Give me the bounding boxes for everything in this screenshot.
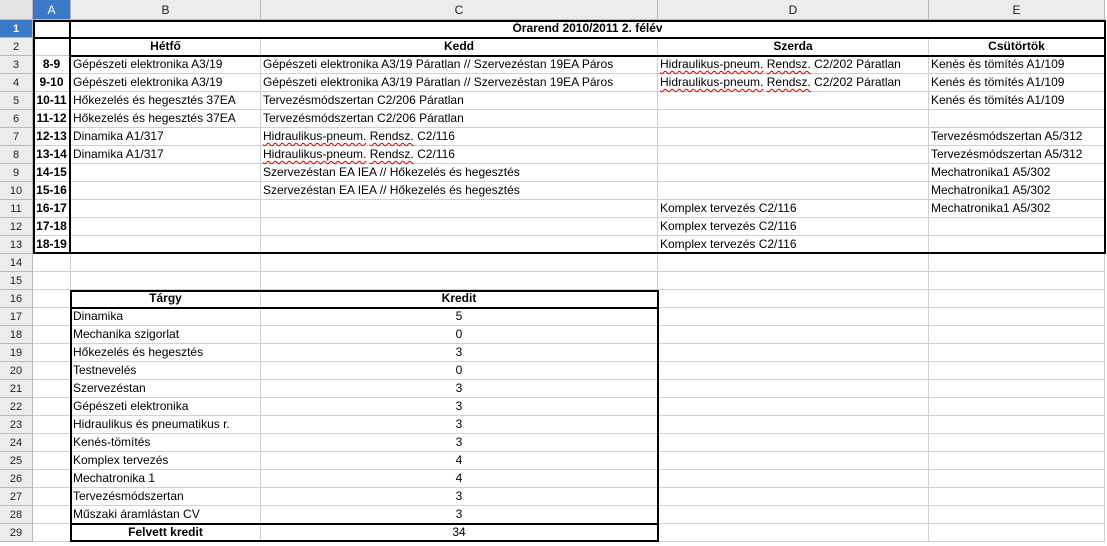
tuesday-class-part: Hidraulikus-pneum.: [263, 147, 367, 161]
grid-cell[interactable]: [33, 326, 71, 344]
time-slot[interactable]: 14-15: [33, 164, 71, 182]
tuesday-class-part: Rendsz.: [369, 147, 414, 161]
row-header-5[interactable]: 5: [0, 92, 33, 110]
grid-cell[interactable]: [33, 452, 71, 470]
day-header-4[interactable]: Csütörtök: [929, 38, 1105, 56]
day-header-3[interactable]: Szerda: [658, 38, 929, 56]
row-header-1[interactable]: 1: [0, 20, 33, 38]
grid-cell[interactable]: [929, 362, 1105, 380]
credit-value[interactable]: 3: [261, 506, 658, 524]
row-header-22[interactable]: 22: [0, 398, 33, 416]
wednesday-class[interactable]: Komplex tervezés C2/116: [658, 200, 929, 218]
grid-cell[interactable]: [261, 254, 658, 272]
monday-class[interactable]: Dinamika A1/317: [71, 128, 261, 146]
grid-cell[interactable]: [33, 362, 71, 380]
time-slot[interactable]: 17-18: [33, 218, 71, 236]
select-all-corner[interactable]: [0, 0, 33, 20]
credit-value[interactable]: 3: [261, 416, 658, 434]
grid-cell[interactable]: [33, 38, 71, 56]
thursday-class[interactable]: [929, 218, 1105, 236]
time-slot[interactable]: 18-19: [33, 236, 71, 254]
monday-class[interactable]: [71, 236, 261, 254]
grid-cell[interactable]: [929, 254, 1105, 272]
row-header-13[interactable]: 13: [0, 236, 33, 254]
wednesday-class[interactable]: [658, 146, 929, 164]
subject-name[interactable]: Mechanika szigorlat: [71, 326, 261, 344]
wednesday-class[interactable]: [658, 182, 929, 200]
grid-cell[interactable]: [929, 326, 1105, 344]
wednesday-class-part: Hidraulikus-pneum.: [660, 57, 764, 71]
grid-cell[interactable]: [658, 524, 929, 542]
credit-value[interactable]: 3: [261, 398, 658, 416]
time-slot[interactable]: 15-16: [33, 182, 71, 200]
grid-cell[interactable]: [658, 380, 929, 398]
time-slot[interactable]: 11-12: [33, 110, 71, 128]
credit-value[interactable]: 0: [261, 326, 658, 344]
total-credit-value[interactable]: 34: [261, 524, 658, 542]
row-header-11[interactable]: 11: [0, 200, 33, 218]
thursday-class[interactable]: [929, 110, 1105, 128]
wednesday-class-part: C2/202 Páratlan: [814, 75, 901, 89]
tuesday-class[interactable]: [261, 218, 658, 236]
row-header-2[interactable]: 2: [0, 38, 33, 56]
subject-name[interactable]: Mechatronika 1: [71, 470, 261, 488]
row-header-21[interactable]: 21: [0, 380, 33, 398]
wednesday-class[interactable]: [658, 56, 929, 74]
row-header-10[interactable]: 10: [0, 182, 33, 200]
grid-cell[interactable]: [33, 344, 71, 362]
wednesday-class[interactable]: Komplex tervezés C2/116: [658, 236, 929, 254]
wednesday-class[interactable]: [658, 164, 929, 182]
grid-cell[interactable]: [929, 344, 1105, 362]
grid-cell[interactable]: [658, 488, 929, 506]
wednesday-class[interactable]: [658, 92, 929, 110]
row-header-27[interactable]: 27: [0, 488, 33, 506]
row-header-18[interactable]: 18: [0, 326, 33, 344]
credit-value[interactable]: 3: [261, 380, 658, 398]
time-slot[interactable]: 13-14: [33, 146, 71, 164]
row-header-9[interactable]: 9: [0, 164, 33, 182]
grid-cell[interactable]: [33, 506, 71, 524]
row-header-24[interactable]: 24: [0, 434, 33, 452]
row-header-16[interactable]: 16: [0, 290, 33, 308]
thursday-class[interactable]: Mechatronika1 A5/302: [929, 182, 1105, 200]
column-header-e[interactable]: E: [929, 0, 1105, 20]
wednesday-class[interactable]: [658, 74, 929, 92]
tuesday-class[interactable]: [261, 200, 658, 218]
thursday-class[interactable]: Tervezésmódszertan A5/312: [929, 128, 1105, 146]
grid-cell[interactable]: [658, 344, 929, 362]
grid-cell[interactable]: [658, 434, 929, 452]
time-slot[interactable]: 10-11: [33, 92, 71, 110]
subject-name[interactable]: Hőkezelés és hegesztés: [71, 344, 261, 362]
subject-name[interactable]: Dinamika: [71, 308, 261, 326]
grid-cell[interactable]: [929, 470, 1105, 488]
monday-class[interactable]: [71, 182, 261, 200]
grid-cell[interactable]: [929, 308, 1105, 326]
tuesday-class-part: C2/116: [417, 147, 455, 161]
grid-cell[interactable]: [33, 398, 71, 416]
grid-cell[interactable]: [658, 416, 929, 434]
grid-cell[interactable]: [929, 416, 1105, 434]
grid-cell[interactable]: [929, 272, 1105, 290]
grid-cell[interactable]: [33, 380, 71, 398]
subject-name[interactable]: Hidraulikus és pneumatikus r.: [71, 416, 261, 434]
tuesday-class-part: Rendsz.: [369, 129, 414, 143]
tuesday-class[interactable]: Gépészeti elektronika A3/19 Páratlan // Szervezéstan 19EA Páros: [261, 74, 658, 92]
timetable-title[interactable]: Órarend 2010/2011 2. félév: [71, 20, 1105, 38]
credit-value[interactable]: 4: [261, 452, 658, 470]
grid-cell[interactable]: [33, 308, 71, 326]
thursday-class[interactable]: [929, 236, 1105, 254]
row-header-19[interactable]: 19: [0, 344, 33, 362]
monday-class[interactable]: [71, 200, 261, 218]
credit-value[interactable]: 3: [261, 488, 658, 506]
grid-cell[interactable]: [33, 290, 71, 308]
column-header-a[interactable]: A: [33, 0, 71, 20]
subject-name[interactable]: Szervezéstan: [71, 380, 261, 398]
monday-class[interactable]: Gépészeti elektronika A3/19: [71, 74, 261, 92]
monday-class[interactable]: Dinamika A1/317: [71, 146, 261, 164]
grid-cell[interactable]: [929, 398, 1105, 416]
credit-value[interactable]: 4: [261, 470, 658, 488]
tuesday-class[interactable]: Tervezésmódszertan C2/206 Páratlan: [261, 92, 658, 110]
monday-class[interactable]: Hőkezelés és hegesztés 37EA: [71, 110, 261, 128]
grid-cell[interactable]: [658, 398, 929, 416]
total-credit-label[interactable]: Felvett kredit: [71, 524, 261, 542]
tuesday-class[interactable]: [261, 236, 658, 254]
credit-value[interactable]: 0: [261, 362, 658, 380]
credit-value[interactable]: 3: [261, 344, 658, 362]
wednesday-class[interactable]: [658, 128, 929, 146]
wednesday-class-part: Rendsz.: [766, 57, 811, 71]
row-header-23[interactable]: 23: [0, 416, 33, 434]
row-header-3[interactable]: 3: [0, 56, 33, 74]
day-header-1[interactable]: Hétfő: [71, 38, 261, 56]
grid-cell[interactable]: [658, 470, 929, 488]
grid-cell[interactable]: [71, 254, 261, 272]
tuesday-class[interactable]: [261, 146, 658, 164]
grid-cell[interactable]: [929, 524, 1105, 542]
grid-cell[interactable]: [33, 488, 71, 506]
grid-cell[interactable]: [71, 272, 261, 290]
subject-name[interactable]: Gépészeti elektronika: [71, 398, 261, 416]
grid-cell[interactable]: [261, 272, 658, 290]
day-header-2[interactable]: Kedd: [261, 38, 658, 56]
monday-class[interactable]: [71, 218, 261, 236]
grid-cell[interactable]: [929, 452, 1105, 470]
grid-cell[interactable]: [658, 506, 929, 524]
wednesday-class[interactable]: [658, 110, 929, 128]
tuesday-class-part: Hidraulikus-pneum.: [263, 129, 367, 143]
tuesday-class[interactable]: Tervezésmódszertan C2/206 Páratlan: [261, 110, 658, 128]
tuesday-class-part: C2/116: [417, 129, 455, 143]
credit-value[interactable]: 5: [261, 308, 658, 326]
grid-cell[interactable]: [929, 434, 1105, 452]
thursday-class[interactable]: Kenés és tömítés A1/109: [929, 92, 1105, 110]
time-slot[interactable]: 16-17: [33, 200, 71, 218]
row-header-17[interactable]: 17: [0, 308, 33, 326]
row-header-26[interactable]: 26: [0, 470, 33, 488]
row-header-29[interactable]: 29: [0, 524, 33, 542]
row-header-14[interactable]: 14: [0, 254, 33, 272]
thursday-class[interactable]: Mechatronika1 A5/302: [929, 200, 1105, 218]
row-header-20[interactable]: 20: [0, 362, 33, 380]
grid-cell[interactable]: [33, 524, 71, 542]
grid-cell[interactable]: [929, 506, 1105, 524]
time-slot[interactable]: 9-10: [33, 74, 71, 92]
time-slot[interactable]: 8-9: [33, 56, 71, 74]
row-header-4[interactable]: 4: [0, 74, 33, 92]
grid-cell[interactable]: [929, 290, 1105, 308]
credit-value[interactable]: 3: [261, 434, 658, 452]
row-header-7[interactable]: 7: [0, 128, 33, 146]
thursday-class[interactable]: Tervezésmódszertan A5/312: [929, 146, 1105, 164]
thursday-class[interactable]: Kenés és tömítés A1/109: [929, 74, 1105, 92]
wednesday-class[interactable]: Komplex tervezés C2/116: [658, 218, 929, 236]
monday-class[interactable]: Gépészeti elektronika A3/19: [71, 56, 261, 74]
grid-cell[interactable]: [33, 416, 71, 434]
credit-column-header[interactable]: Kredit: [261, 290, 658, 308]
subject-name[interactable]: Kenés-tömítés: [71, 434, 261, 452]
row-header-12[interactable]: 12: [0, 218, 33, 236]
grid-cell[interactable]: [658, 290, 929, 308]
wednesday-class-part: Hidraulikus-pneum.: [660, 75, 764, 89]
grid-cell[interactable]: [929, 488, 1105, 506]
column-header-d[interactable]: D: [658, 0, 929, 20]
column-header-c[interactable]: C: [261, 0, 658, 20]
grid-cell[interactable]: [33, 254, 71, 272]
row-header-28[interactable]: 28: [0, 506, 33, 524]
monday-class[interactable]: Hőkezelés és hegesztés 37EA: [71, 92, 261, 110]
subject-name[interactable]: Testnevelés: [71, 362, 261, 380]
grid-cell[interactable]: [658, 272, 929, 290]
grid-cell[interactable]: [33, 434, 71, 452]
grid-cell[interactable]: [658, 362, 929, 380]
thursday-class[interactable]: Kenés és tömítés A1/109: [929, 56, 1105, 74]
tuesday-class[interactable]: Szervezéstan EA IEA // Hőkezelés és hegesztés: [261, 164, 658, 182]
row-header-8[interactable]: 8: [0, 146, 33, 164]
grid-cell[interactable]: [658, 326, 929, 344]
monday-class[interactable]: [71, 164, 261, 182]
time-slot[interactable]: 12-13: [33, 128, 71, 146]
subject-name[interactable]: Komplex tervezés: [71, 452, 261, 470]
row-header-6[interactable]: 6: [0, 110, 33, 128]
wednesday-class-part: C2/202 Páratlan: [814, 57, 901, 71]
subject-column-header[interactable]: Tárgy: [71, 290, 261, 308]
grid-cell[interactable]: [658, 254, 929, 272]
grid-cell[interactable]: [658, 308, 929, 326]
column-header-b[interactable]: B: [71, 0, 261, 20]
tuesday-class[interactable]: [261, 128, 658, 146]
row-header-25[interactable]: 25: [0, 452, 33, 470]
grid-cell[interactable]: [929, 380, 1105, 398]
thursday-class[interactable]: Mechatronika1 A5/302: [929, 164, 1105, 182]
grid-cell[interactable]: [33, 470, 71, 488]
grid-cell[interactable]: [658, 452, 929, 470]
tuesday-class[interactable]: Gépészeti elektronika A3/19 Páratlan // Szervezéstan 19EA Páros: [261, 56, 658, 74]
subject-name[interactable]: Tervezésmódszertan: [71, 488, 261, 506]
row-header-15[interactable]: 15: [0, 272, 33, 290]
subject-name[interactable]: Műszaki áramlástan CV: [71, 506, 261, 524]
tuesday-class[interactable]: Szervezéstan EA IEA // Hőkezelés és hegesztés: [261, 182, 658, 200]
wednesday-class-part: Rendsz.: [766, 75, 811, 89]
grid-cell[interactable]: [33, 272, 71, 290]
